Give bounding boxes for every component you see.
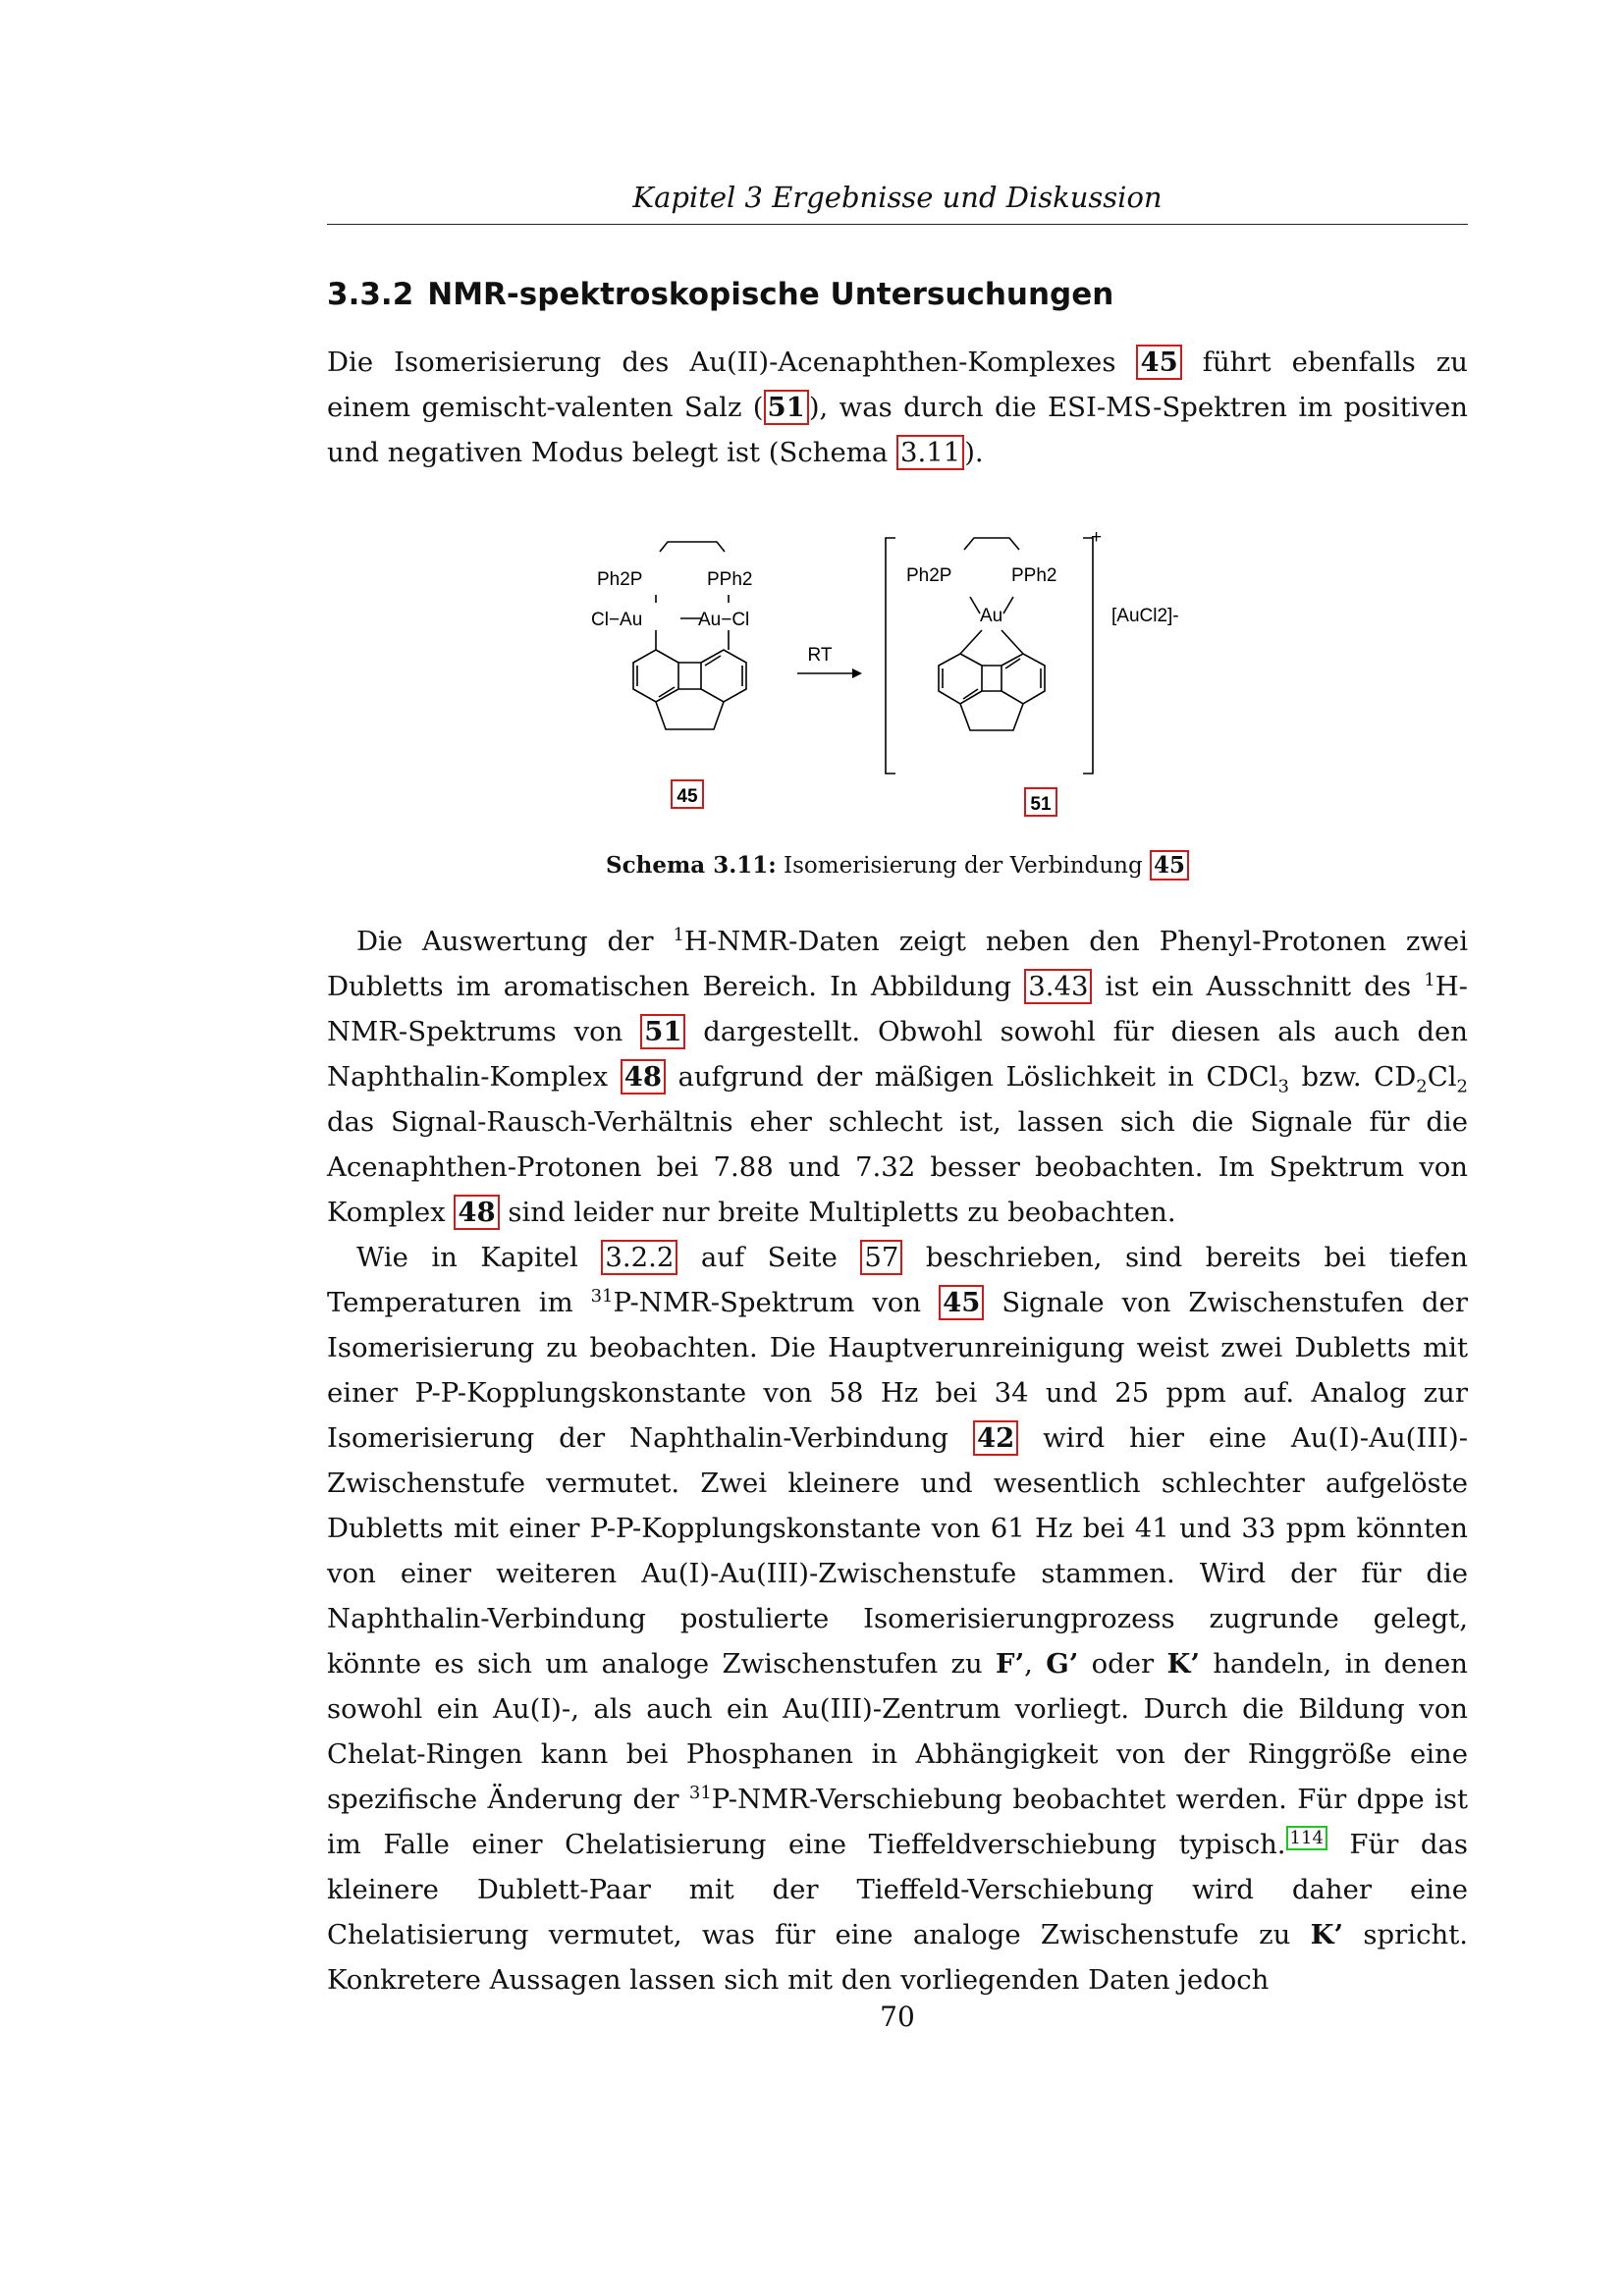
caption-label: Schema 3.11: xyxy=(605,852,777,879)
compound-ref-42[interactable]: 42 xyxy=(973,1420,1018,1456)
compound-ref-51b[interactable]: 51 xyxy=(640,1014,685,1049)
reaction-condition: RT xyxy=(807,645,833,666)
compound-ref-48b[interactable]: 48 xyxy=(454,1195,499,1230)
citation-ref[interactable]: 114 xyxy=(1286,1826,1327,1850)
section-number: 3.3.2 xyxy=(327,277,414,312)
chapter-ref[interactable]: 3.2.2 xyxy=(601,1240,677,1275)
left-au1-label: Cl−Au xyxy=(591,610,643,630)
right-pph2-label: PPh2 xyxy=(1011,565,1057,586)
header-title: Ergebnisse und Diskussion xyxy=(772,181,1163,214)
reaction-arrow xyxy=(797,668,862,678)
compound-51-label[interactable]: 51 xyxy=(1030,794,1052,815)
compound-ref-48[interactable]: 48 xyxy=(621,1059,666,1095)
section-title: NMR-spektroskopische Untersuchungen xyxy=(427,277,1114,312)
running-header xyxy=(327,175,1468,225)
compound-45-label[interactable]: 45 xyxy=(677,786,698,807)
right-au-label: Au xyxy=(980,606,1003,626)
page-ref[interactable]: 57 xyxy=(860,1240,902,1275)
page-number: 70 xyxy=(880,2001,915,2033)
paragraph-2: Die Auswertung der $^1$H-NMR-Daten zeigt neben den Phenyl-Protonen zwei Dubletts im aromatischen Bereich. In Abbildung 3.43 ist ein Ausschnitt des $^1$H-NMR-Spektrums von 51 dargestellt. Obwohl sowohl für diesen als auch den Naphthalin-Komplex 48 aufgrund der mäßigen Löslichkeit in CDCl$_3$ bzw. $CD_2Cl_2$ das Signal-Rausch-Verhältnis eher schlecht ist, lassen sich die Signale für die Acenaphthen-Protonen bei 7.88 und 7.32 besser beobachten. Im Spektrum von Komplex 48 sind leider nur breite Multipletts zu beobachten. xyxy=(327,924,1468,1228)
counterion-label: [AuCl2]- xyxy=(1111,606,1179,626)
section-heading xyxy=(327,277,1113,312)
left-au2-label: Au−Cl xyxy=(698,610,750,630)
caption-compound-ref[interactable]: 45 xyxy=(1150,850,1189,881)
compound-ref-45[interactable]: 45 xyxy=(1136,345,1181,380)
left-pph2-label: PPh2 xyxy=(707,569,753,590)
compound-ref-45b[interactable]: 45 xyxy=(939,1285,984,1320)
scheme-caption: Schema 3.11: Isomerisierung der Verbindung 45 xyxy=(327,848,1468,883)
left-ph2p-label: Ph2P xyxy=(597,569,643,590)
cation-charge: + xyxy=(1091,527,1103,548)
reaction-scheme xyxy=(569,520,1218,834)
header-chapter: Kapitel 3 xyxy=(632,181,763,214)
figure-ref[interactable]: 3.43 xyxy=(1024,969,1092,1004)
paragraph-1: Die Isomerisierung des Au(II)-Acenaphthen-Komplexes 45 führt ebenfalls zu einem gemischt-valenten Salz ( 51 ), was durch die ESI-MS-Spektren im positiven und negativen Modus belegt ist (Schema 3.11 ). xyxy=(327,347,1469,468)
scheme-ref[interactable]: 3.11 xyxy=(896,435,964,470)
paragraph-3: Wie in Kapitel 3.2.2 auf Seite 57 beschrieben, sind bereits bei tiefen Temperaturen im $^{31}$P-NMR-Spektrum von 45 Signale von Zwischenstufen der Isomerisierung zu beobachten. Die Hauptverunreinigung weist zwei Dubletts mit einer P-P-Kopplungskonstante von 58 Hz bei 34 und 25 ppm auf. Analog zur Isomerisierung der Naphthalin-Verbindung 42 wird hier eine Au(I)-Au(III)-Zwischenstufe vermutet. Zwei kleinere und wesentlich schlechter aufgelöste Dubletts mit einer P-P-Kopplungskonstante von 61 Hz bei 41 und 33 ppm könnten von einer weiteren Au(I)-Au(III)-Zwischenstufe stammen. Wird der für die Naphthalin-Verbindung postulierte Isomerisierungprozess zugrunde gelegt, könnte es sich um analoge Zwischenstufen zu F’, G’ oder K’ handeln, in denen sowohl ein Au(I)-, als auch ein Au(III)-Zentrum vorliegt. Durch die Bildung von Chelat-Ringen kann bei Phosphanen in Abhängigkeit von der Ringgröße eine spezifische Änderung der $^{31}$P-NMR-Verschiebung beobachtet werden. Für dppe ist im Falle einer Chelatisierung eine Tieffeldverschiebung typisch. $^{114}$ Für das kleinere Dublett-Paar mit der Tieffeld-Verschiebung wird daher eine Chelatisierung vermutet, was für eine analoge Zwischenstufe zu K’ spricht. Konkretere Aussagen lassen sich mit den vorliegenden Daten jedoch xyxy=(327,1242,1469,1996)
right-ph2p-label: Ph2P xyxy=(906,565,952,586)
compound-ref-51[interactable]: 51 xyxy=(764,390,809,425)
